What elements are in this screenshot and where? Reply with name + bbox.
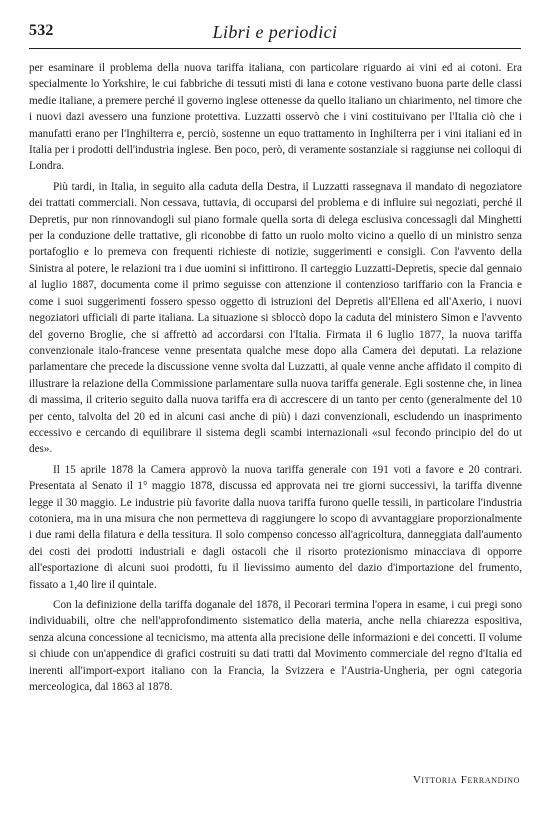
page-number: 532	[29, 22, 54, 39]
paragraph: Con la definizione della tariffa doganale del 1878, il Pecorari termina l'opera in esame, i cui pregi sono individuabili, oltre che nell'approfondimento sistematico della materia, anche nella chiarezza espositiva, senza alcuna concessione al tecnicismo, ma attenta alla precisione delle informazioni e dei concetti. Il volume si chiude con un'appendice di grafici costruiti su dati tratti dal Movimento commerciale del regno d'Italia ed inerenti all'import-export italiano con la Francia, la Svizzera e l'Austria-Ungheria, per ogni categoria merceologica, dal 1863 al 1878.	[29, 599, 522, 694]
header-rule	[29, 48, 521, 49]
paragraph: per esaminare il problema della nuova tariffa italiana, con particolare riguardo ai vini ed ai cotoni. Era specialmente lo Yorkshire, le cui fabbriche di tessuti misti di lana e cotone vestivano buona parte delle classi medie italiane, a premere perché il governo inglese ottenesse da quello italiano un chiarimento, nel timore che i nuovi dazi avessero una funzione protettiva. Luzzatti osservò che i vini costituivano per l'Italia ciò che i manufatti erano per l'Inghilterra e, perciò, sostenne un equo trattamento in Inghilterra per i vini italiani ed in Italia per i prodotti dell'industria inglese. Ben poco, però, di veramente sostanziale si raggiunse nei colloqui di Londra.	[29, 62, 522, 173]
page-header	[29, 22, 521, 44]
article-body	[29, 60, 522, 695]
paragraph: Il 15 aprile 1878 la Camera approvò la nuova tariffa generale con 191 voti a favore e 20 contrari. Presentata al Senato il 1° maggio 1878, discussa ed approvata nei tre giorni successivi, la tariffa divenne legge il 30 maggio. Le industrie più favorite dalla nuova tariffa furono quelle tessili, in particolare l'industria cotoniera, ma in una misura che non permetteva di raggiungere lo scopo di avvantaggiare proporzionalmente i due rami della filatura e della tessitura. Il solo compenso concesso all'agricoltura, danneggiata dall'aumento dei costi dei prodotti industriali e dagli ostacoli che il risorto protezionismo minacciava di opporre all'esportazione di alcuni suoi prodotti, fu il lievissimo aumento del dazio d'importazione del frumento, fissato a 1,40 lire il quintale.	[29, 463, 522, 591]
paragraph: Più tardi, in Italia, in seguito alla caduta della Destra, il Luzzatti rassegnava il mandato di negoziatore dei trattati commerciali. Non cessava, tuttavia, di occuparsi del problema e di influire sui negoziati, perché il Depretis, pur non rinnovandogli sul piano formale quella sorta di delega esclusiva concessagli dal Minghetti per la conduzione delle trattative, gli riconobbe di fatto un ruolo molto vicino a quello di un ministro senza portafoglio e lo premeva con frequenti richieste di notizie, suggerimenti e consigli. Con l'avvento della Sinistra al potere, le relazioni tra i due uomini si infittirono. Il carteggio Luzzatti-Depretis, specie dal gennaio al luglio 1887, documenta come il primo seguisse con attenzione il contenzioso tariffario con la Francia e come i suoi suggerimenti fossero spesso oggetto di istruzioni del Depretis all'Ellena ed all'Axerio, i nuovi negoziatori ufficiali di parte italiana. La situazione si sbloccò dopo la caduta del ministero Simon e l'avvento del governo Broglie, che si affrettò ad accordarsi con l'Italia. Firmata il 6 luglio 1877, la nuova tariffa convenzionale italo-francese venne presentata qualche mese dopo alla Camera dei deputati. La relazione parlamentare che precede la discussione venne svolta dal Luzzatti, al quale venne anche affidato il compito di illustrare la relazione della Commissione parlamentare sulla nuova tariffa generale. Egli sostenne che, in linea di massima, il criterio seguito dalla nuova tariffa era di accrescere di un tanto per cento (generalmente del 10 per cento, talvolta del 20 ed in alcuni casi anche di più) i dazi convenzionali, escludendo un inasprimento eccessivo e cercando di equilibrare il sistema degli scambi internazionali «sul fecondo principio del do ut des».	[29, 180, 522, 456]
running-title: Libri e periodici	[212, 22, 338, 42]
author-signature: Vittoria Ferrandino	[412, 774, 520, 786]
